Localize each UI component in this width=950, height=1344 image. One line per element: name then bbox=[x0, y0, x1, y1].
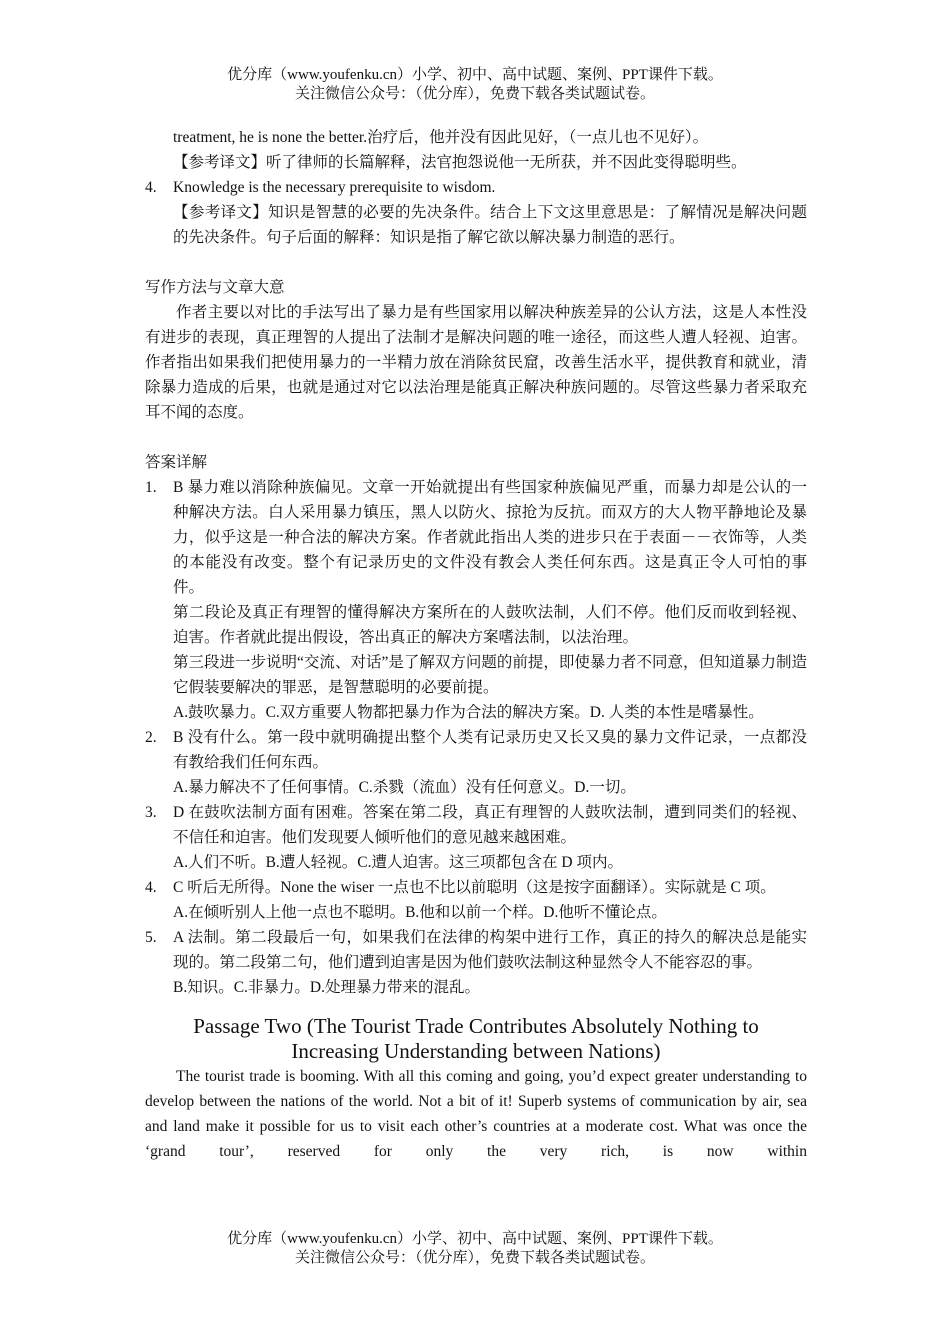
continued-note-line: treatment, he is none the better.治疗后，他并没有因此见好，（一点儿也不见好）。 bbox=[173, 129, 709, 146]
header-line-1: 优分库（www.youfenku.cn）小学、初中、高中试题、案例、PPT课件下载。 bbox=[227, 67, 723, 83]
passage-title bbox=[145, 1014, 807, 1064]
answer-number: 2. bbox=[145, 729, 157, 746]
answer-number: 5. bbox=[145, 929, 157, 946]
note-item-reference: 【参考译文】知识是智慧的必要的先决条件。结合上下文这里意思是：了解情况是解决问题的先决条件。句子后面的解释：知识是指了解它欲以解决暴力制造的恶行。 bbox=[173, 204, 807, 246]
answer-number: 4. bbox=[145, 879, 157, 896]
footer-line-2: 关注微信公众号：（优分库），免费下载各类试题试卷。 bbox=[294, 1250, 655, 1266]
answer-paragraph: C 听后无所得。None the wiser 一点也不比以前聪明（这是按字面翻译）。实际就是 C 项。 bbox=[173, 879, 776, 896]
answer-paragraph: A 法制。第二段最后一句，如果我们在法律的构架中进行工作，真正的持久的解决总是能实现的。第二段第二句，他们遭到迫害是因为他们鼓吹法制这种显然令人不能容忍的事。 bbox=[173, 929, 807, 971]
passage-body: The tourist trade is booming. With all this coming and going, you’d expect greater understanding to develop between the nations of the world. Not a bit of it! Superb systems of communication by air, sea and land make it possible for us to visit each other’s countries at a moderate cost. What was once the ‘grand tour’, reserved for only the very rich, is now within bbox=[145, 1068, 807, 1160]
page-header bbox=[0, 66, 950, 104]
answer-number: 3. bbox=[145, 804, 157, 821]
footer-line-1: 优分库（www.youfenku.cn）小学、初中、高中试题、案例、PPT课件下载。 bbox=[227, 1231, 723, 1247]
answer-item-5 bbox=[145, 925, 807, 1000]
passage-title-line-1: Passage Two (The Tourist Trade Contributes Absolutely Nothing to bbox=[193, 1014, 759, 1038]
note-item-text: Knowledge is the necessary prerequisite to wisdom. bbox=[173, 179, 496, 196]
answer-item-4 bbox=[145, 875, 807, 925]
answer-item-3 bbox=[145, 800, 807, 875]
passage-title-line-2: Increasing Understanding between Nations) bbox=[291, 1039, 661, 1063]
note-item-4 bbox=[145, 175, 807, 250]
answer-item-1 bbox=[145, 475, 807, 725]
writing-section-body: 作者主要以对比的手法写出了暴力是有些国家用以解决种族差异的公认方法，这是人本性没有进步的表现，真正理智的人提出了法制才是解决问题的唯一途径，而这些人遭人轻视、迫害。作者指出如果我们把使用暴力的一半精力放在消除贫民窟，改善生活水平，提供教育和就业，清除暴力造成的后果，也就是通过对它以法治理是能真正解决种族问题的。尽管这些暴力者采取充耳不闻的态度。 bbox=[145, 304, 807, 421]
answer-paragraph: 第二段论及真正有理智的懂得解决方案所在的人鼓吹法制，人们不停。他们反而收到轻视、迫害。作者就此提出假设，答出真正的解决方案嗜法制，以法治理。 bbox=[173, 604, 807, 646]
answer-item-2 bbox=[145, 725, 807, 800]
page-footer bbox=[0, 1230, 950, 1268]
answer-options: A.在倾听别人上他一点也不聪明。B.他和以前一个样。D.他听不懂论点。 bbox=[173, 904, 667, 921]
answer-options: B.知识。C.非暴力。D.处理暴力带来的混乱。 bbox=[173, 979, 480, 996]
answer-number: 1. bbox=[145, 479, 157, 496]
answer-paragraph: 第三段进一步说明“交流、对话”是了解双方问题的前提，即使暴力者不同意，但知道暴力制造它假装要解决的罪恶，是智慧聪明的必要前提。 bbox=[173, 654, 807, 696]
answer-paragraph: B 没有什么。第一段中就明确提出整个人类有记录历史又长又臭的暴力文件记录，一点都没有教给我们任何东西。 bbox=[173, 729, 807, 771]
header-line-2: 关注微信公众号：（优分库），免费下载各类试题试卷。 bbox=[294, 86, 655, 102]
answers-section-title: 答案详解 bbox=[145, 454, 208, 471]
document-body bbox=[145, 125, 807, 1164]
writing-section-title: 写作方法与文章大意 bbox=[145, 279, 285, 296]
answer-paragraph: B 暴力难以消除种族偏见。文章一开始就提出有些国家种族偏见严重，而暴力却是公认的一种解决方法。白人采用暴力镇压，黑人以防火、掠抢为反抗。而双方的大人物平静地论及暴力，似乎这是一种合法的解决方案。作者就此指出人类的进步只在于表面－－衣饰等，人类的本能没有改变。整个有记录历史的文件没有教会人类任何东西。这是真正令人可怕的事件。 bbox=[173, 479, 807, 596]
continued-note-reference: 【参考译文】听了律师的长篇解释，法官抱怨说他一无所获，并不因此变得聪明些。 bbox=[173, 154, 747, 171]
answer-options: A.鼓吹暴力。C.双方重要人物都把暴力作为合法的解决方案。D. 人类的本性是嗜暴性。 bbox=[173, 704, 764, 721]
answer-paragraph: D 在鼓吹法制方面有困难。答案在第二段，真正有理智的人鼓吹法制，遭到同类们的轻视、不信任和迫害。他们发现要人倾听他们的意见越来越困难。 bbox=[173, 804, 807, 846]
answer-options: A.人们不听。B.遭人轻视。C.遭人迫害。这三项都包含在 D 项内。 bbox=[173, 854, 623, 871]
answer-options: A.暴力解决不了任何事情。C.杀戮（流血）没有任何意义。D.一切。 bbox=[173, 779, 636, 796]
note-item-number: 4. bbox=[145, 179, 157, 196]
